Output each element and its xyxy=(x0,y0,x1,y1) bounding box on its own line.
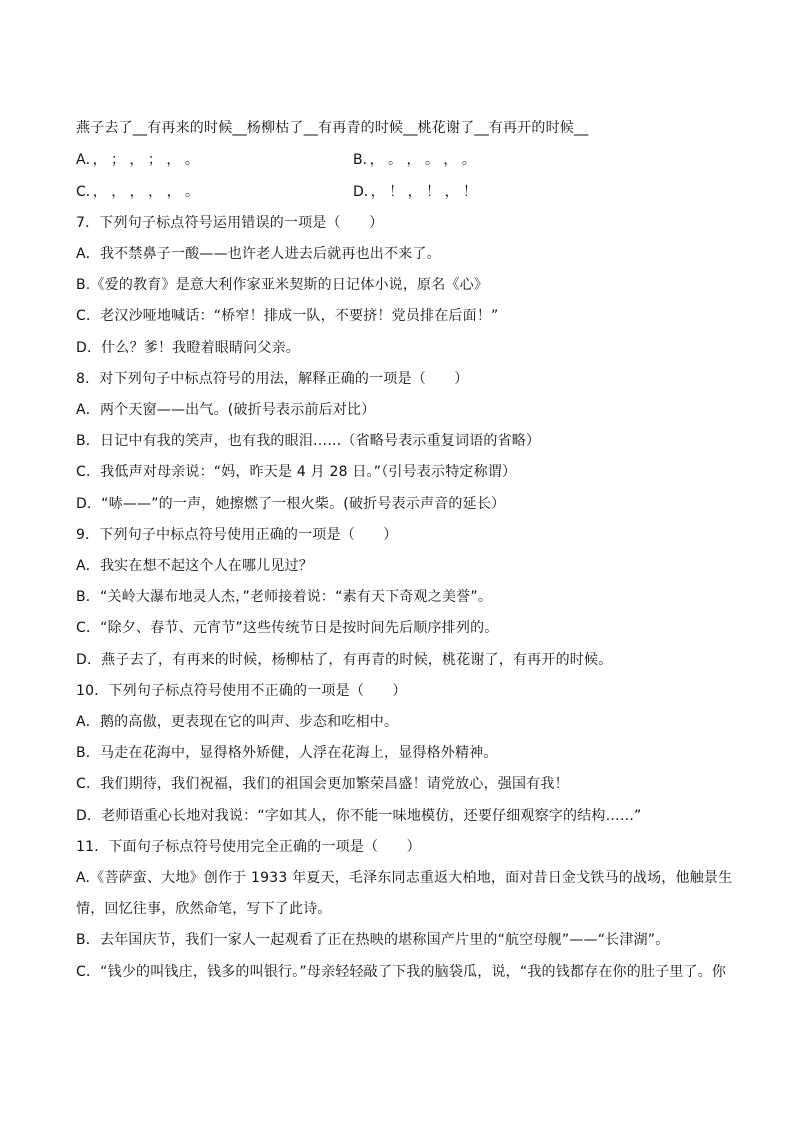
q7-stem: 7．下列句子标点符号运用错误的一项是（ ） xyxy=(76,215,384,231)
q8-stem: 8．对下列句子中标点符号的用法，解释正确的一项是（ ） xyxy=(76,371,469,387)
q11-option-b: B．去年国庆节，我们一家人一起观看了正在热映的堪称国产片里的“航空母舰”——“长津湖”。 xyxy=(76,932,670,948)
q8-option-c: C．我低声对母亲说：“妈，昨天是 4 月 28 日。”（引号表示特定称谓） xyxy=(76,464,517,480)
q10-option-a: A．鹅的高傲，更表现在它的叫声、步态和吃相中。 xyxy=(76,714,399,730)
q6-options-row-2 xyxy=(76,182,736,202)
q10-option-b: B．马走在花海中，显得格外矫健，人浮在花海上，显得格外精神。 xyxy=(76,745,498,761)
q9-option-c: C．“除夕、春节、元宵节”这些传统节日是按时间先后顺序排列的。 xyxy=(76,620,499,636)
q9-option-b: B．“关岭大瀑布地灵人杰，”老师接着说：“素有天下奇观之美誉”。 xyxy=(76,589,493,605)
q6-options-row-1 xyxy=(76,150,736,170)
q6-option-d: D．， ！ ， ！ ， ！ xyxy=(353,184,478,200)
q11-stem: 11．下面句子标点符号使用完全正确的一项是（ ） xyxy=(76,839,421,855)
q10-stem: 10．下列句子标点符号使用不正确的一项是（ ） xyxy=(76,683,407,699)
q7-option-b: B.《爱的教育》是意大利作家亚米契斯的日记体小说，原名《心》 xyxy=(76,277,489,293)
q11-option-a-line-2: 情，回忆往事，欣然命笔，写下了此诗。 xyxy=(76,901,332,917)
q9-option-a: A．我实在想不起这个人在哪儿见过？ xyxy=(76,558,313,574)
q9-option-d: D．燕子去了，有再来的时候，杨柳枯了，有再青的时候，桃花谢了，有再开的时候。 xyxy=(76,652,613,668)
q8-option-a: A．两个天窗——出气。(破折号表示前后对比） xyxy=(76,402,376,418)
q8-option-d: D．“哧——”的一声，她擦燃了一根火柴。(破折号表示声音的延长） xyxy=(76,496,506,512)
q7-option-c: C．老汉沙哑地喊话：“桥窄！排成一队，不要挤！党员排在后面！” xyxy=(76,308,499,324)
q8-option-b: B．日记中有我的笑声，也有我的眼泪……（省略号表示重复词语的省略） xyxy=(76,433,541,449)
q6-option-a: A．， ； ， ； ， 。 xyxy=(76,152,199,168)
q7-option-d: D．什么？爹！我瞪着眼睛问父亲。 xyxy=(76,340,300,356)
q11-option-a-line-1: A.《菩萨蛮、大地》创作于 1933 年夏天，毛泽东同志重返大柏地，面对昔日金戈铁马的战场，他触景生 xyxy=(76,870,733,886)
q10-option-d: D．老师语重心长地对我说：“字如其人，你不能一味地模仿，还要仔细观察字的结构……” xyxy=(76,808,642,824)
q10-option-c: C．我们期待，我们祝福，我们的祖国会更加繁荣昌盛！请党放心，强国有我！ xyxy=(76,776,569,792)
intro-sentence: 燕子去了__有再来的时候__杨柳枯了__有再青的时候__桃花谢了__有再开的时候__ xyxy=(76,120,589,136)
q7-option-a: A．我不禁鼻子一酸——也许老人进去后就再也出不来了。 xyxy=(76,246,441,262)
q6-option-b: B．， 。 ， 。 ， 。 xyxy=(353,152,476,168)
q6-option-c: C．， ， ， ， ， 。 xyxy=(76,184,200,200)
q9-stem: 9．下列句子中标点符号使用正确的一项是（ ） xyxy=(76,527,398,543)
q11-option-c: C．“钱少的叫钱庄，钱多的叫银行。”母亲轻轻敲了下我的脑袋瓜，说，“我的钱都存在你的肚子里了。你 xyxy=(76,964,727,980)
